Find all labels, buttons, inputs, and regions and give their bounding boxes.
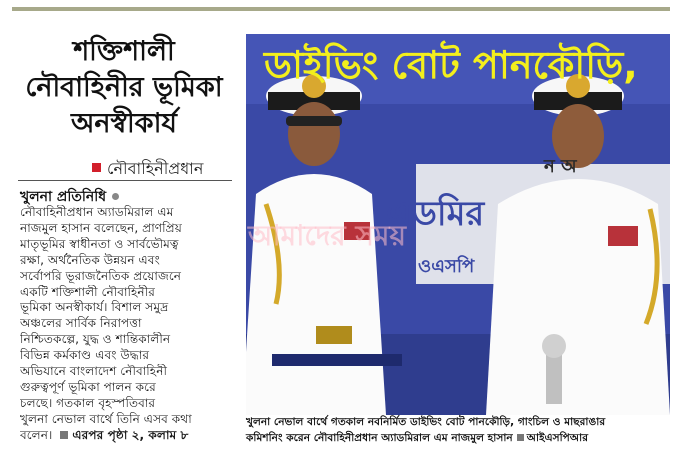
- top-rule: [12, 7, 670, 11]
- news-photo: [246, 34, 670, 415]
- headline: [14, 34, 234, 142]
- body-line: মাতৃভূমির স্বাধীনতা ও সার্বভৌমত্ব: [20, 236, 179, 251]
- photo-credit: আইএসপিআর: [526, 432, 589, 444]
- kicker: [92, 156, 203, 183]
- body-line: ভূমিকা অনস্বীকার্য। বিশাল সমুদ্র: [20, 300, 169, 315]
- article-body: [20, 205, 232, 444]
- red-square-icon: [92, 163, 101, 172]
- background-text-1: ন অ: [544, 156, 577, 177]
- body-line: গুরুত্বপূর্ণ ভূমিকা পালন করে: [20, 379, 156, 394]
- square-bullet-icon: [60, 431, 68, 439]
- background-text-3: ওএসপি: [418, 256, 475, 277]
- body-last-line: [20, 428, 232, 444]
- square-bullet-icon: [517, 434, 524, 441]
- body-line: অভিযানে বাংলাদেশ নৌবাহিনী: [20, 364, 167, 379]
- background-text-2: এডমির: [386, 194, 485, 234]
- body-line: একটি শক্তিশালী নৌবাহিনীর: [20, 284, 155, 299]
- body-line: বিভিন্ন কর্মকাণ্ড এবং উদ্ধার: [20, 348, 150, 363]
- kicker-text: নৌবাহিনীপ্রধান: [107, 159, 204, 178]
- jump-reference[interactable]: [52, 428, 188, 442]
- headline-line-1: শক্তিশালী: [73, 36, 175, 67]
- body-line: সর্বোপরি ভূরাজনৈতিক প্রয়োজনে: [20, 268, 182, 283]
- byline-text: খুলনা প্রতিনিধি: [20, 189, 107, 205]
- caption-line-2: [246, 430, 676, 446]
- watermark: আমাদের সময়: [248, 219, 406, 252]
- photo-caption: [246, 414, 676, 446]
- dot-icon: [112, 193, 119, 200]
- headline-line-2: নৌবাহিনীর ভূমিকা: [25, 72, 223, 103]
- headline-line-3: অনস্বীকার্য: [71, 108, 177, 139]
- body-line: অঞ্চলের সার্বিক নিরাপত্তা: [20, 316, 142, 331]
- body-line: নিশ্চিতকল্পে, যুদ্ধ ও শান্তিকালীন: [20, 332, 171, 347]
- body-line: নাজমুল হাসান বলেছেন, প্রাণপ্রিয়: [20, 220, 182, 235]
- body-line: নৌবাহিনীপ্রধান অ্যাডমিরাল এম: [20, 205, 174, 219]
- body-line: খুলনা নেভাল বার্থে তিনি এসব কথা: [20, 411, 192, 426]
- body-line: চলছে। গতকাল বৃহস্পতিবার: [20, 395, 156, 410]
- caption-line-2-text: কমিশনিং করেন নৌবাহিনীপ্রধান অ্যাডমিরাল এম নাজমুল হাসান: [246, 432, 513, 444]
- body-last-text: বলেন।: [20, 427, 53, 442]
- jump-text: এরপর পৃষ্ঠা ২, কলাম ৮: [72, 427, 189, 442]
- separator: [18, 180, 232, 181]
- caption-line-1: খুলনা নেভাল বার্থে গতকাল নবনির্মিত ডাইভিং বোট পানকৌড়ি, গাংচিল ও মাছরাঙার: [246, 416, 606, 428]
- banner-text: ডাইভিং বোট পানকৌড়ি,: [264, 43, 638, 87]
- body-line: রক্ষা, অর্থনৈতিক উন্নয়ন এবং: [20, 252, 160, 267]
